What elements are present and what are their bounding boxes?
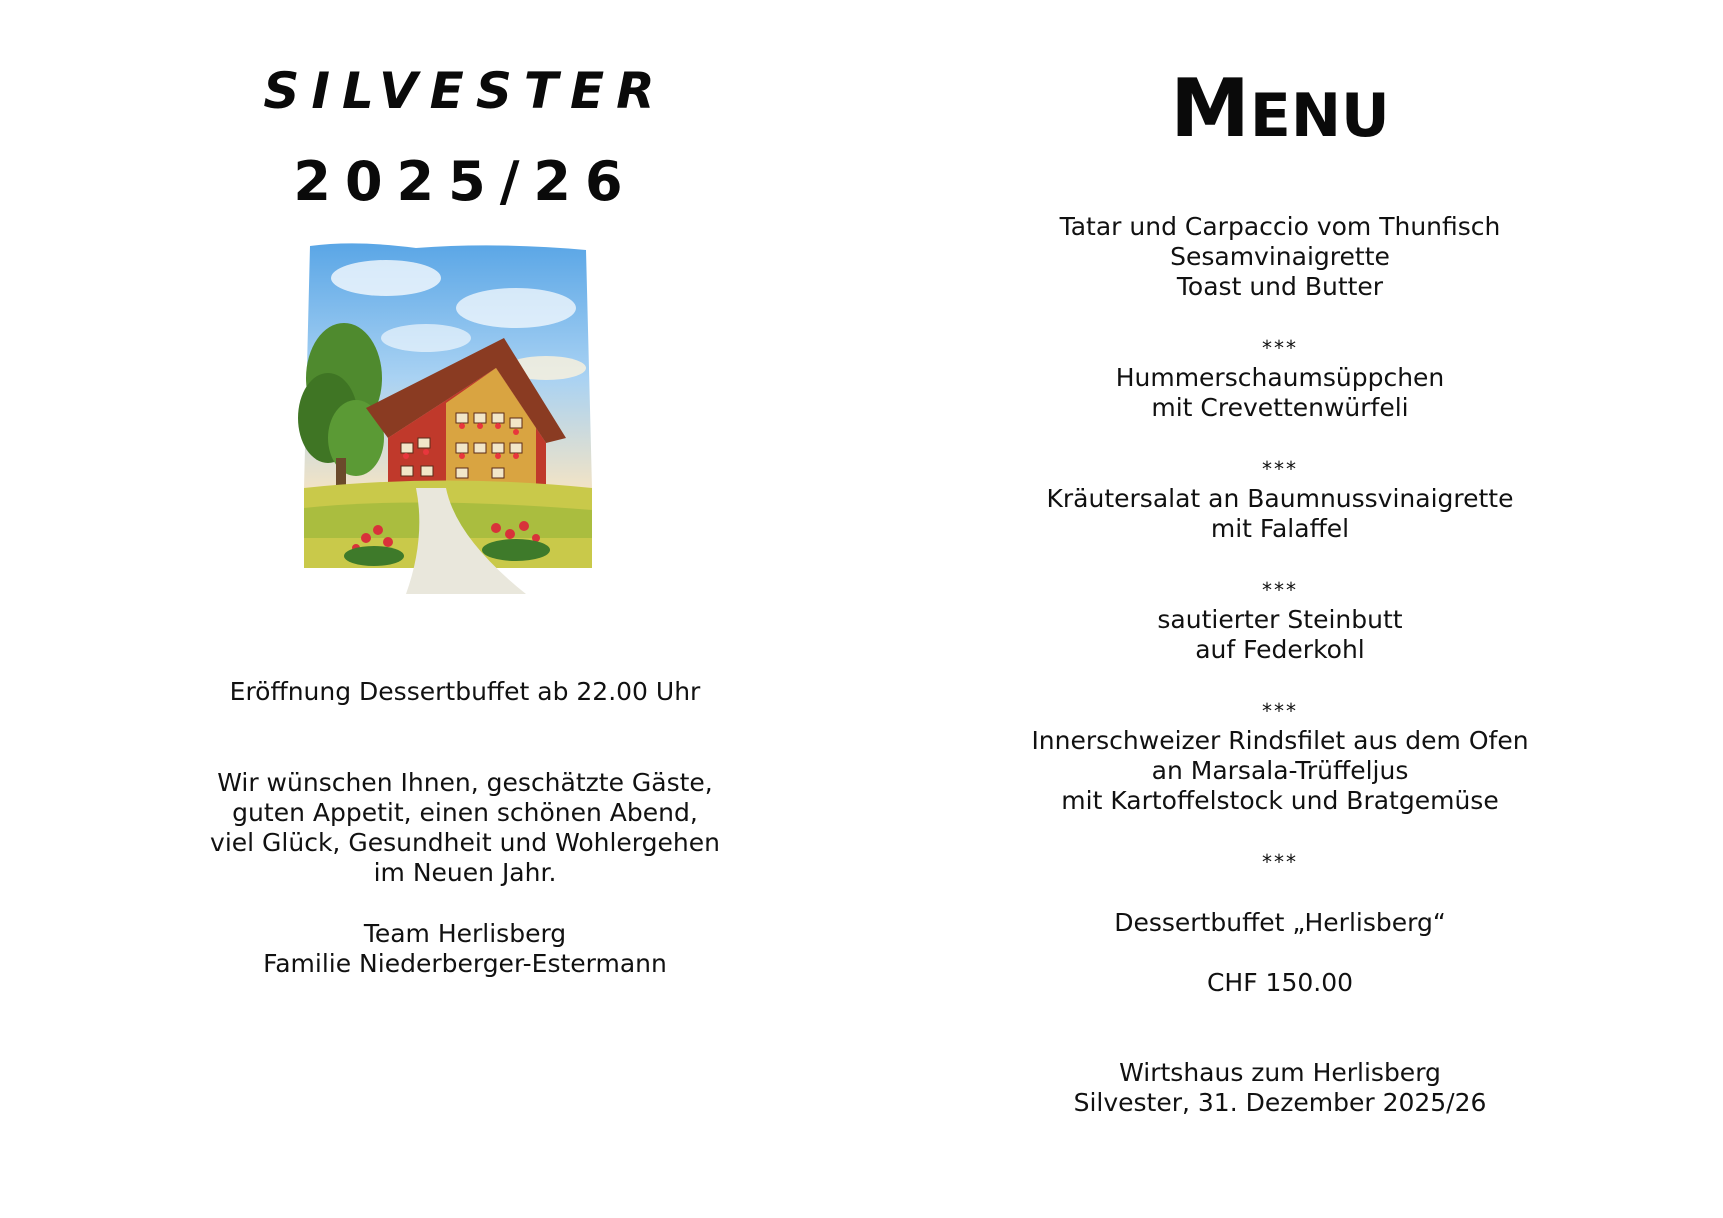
course-line: Kräutersalat an Baumnussvinaigrette xyxy=(1046,484,1514,513)
course-line: sautierter Steinbutt xyxy=(1157,605,1403,634)
course-line: Innerschweizer Rindsfilet aus dem Ofen xyxy=(1031,726,1529,755)
course-separator: *** xyxy=(1262,699,1298,723)
wishes-line: viel Glück, Gesundheit und Wohlergehen xyxy=(210,828,720,857)
menu-title xyxy=(930,62,1630,155)
course-line: Sesamvinaigrette xyxy=(1170,242,1390,271)
wishes-line: guten Appetit, einen schönen Abend, xyxy=(232,798,698,827)
house-watercolor-illustration xyxy=(296,238,598,600)
course-separator: *** xyxy=(1262,850,1298,874)
menu-price: CHF 150.00 xyxy=(1206,968,1354,997)
restaurant-name: Wirtshaus zum Herlisberg xyxy=(1119,1058,1441,1087)
dessert-opening-note: Eröffnung Dessertbuffet ab 22.00 Uhr xyxy=(229,677,701,706)
dessert-course: Dessertbuffet „Herlisberg“ xyxy=(1114,908,1446,937)
menu-title-rest: ENU xyxy=(1249,81,1390,151)
course-line: an Marsala-Trüffeljus xyxy=(1151,756,1409,785)
course-2 xyxy=(930,363,1630,423)
course-1 xyxy=(930,212,1630,302)
course-separator: *** xyxy=(1262,578,1298,602)
course-3 xyxy=(930,484,1630,544)
wishes-text xyxy=(0,768,930,888)
course-line: mit Kartoffelstock und Bratgemüse xyxy=(1061,786,1499,815)
event-date: Silvester, 31. Dezember 2025/26 xyxy=(1073,1088,1487,1117)
title-silvester: SILVESTER xyxy=(263,62,667,120)
signature-team: Team Herlisberg xyxy=(363,919,567,948)
menu-footer xyxy=(930,1058,1630,1118)
course-line: Toast und Butter xyxy=(1176,272,1384,301)
course-5 xyxy=(930,726,1630,816)
course-separator: *** xyxy=(1262,457,1298,481)
course-4 xyxy=(930,605,1630,665)
title-year: 2025/26 xyxy=(293,150,637,213)
wishes-line: Wir wünschen Ihnen, geschätzte Gäste, xyxy=(217,768,713,797)
course-line: Tatar und Carpaccio vom Thunfisch xyxy=(1059,212,1501,241)
course-line: mit Crevettenwürfeli xyxy=(1151,393,1409,422)
menu-title-initial: M xyxy=(1170,62,1250,155)
course-separator: *** xyxy=(1262,336,1298,360)
course-line: Hummerschaumsüppchen xyxy=(1115,363,1445,392)
course-line: auf Federkohl xyxy=(1195,635,1365,664)
signature xyxy=(0,919,930,979)
signature-family: Familie Niederberger-Estermann xyxy=(263,949,667,978)
course-line: mit Falaffel xyxy=(1210,514,1350,543)
wishes-line: im Neuen Jahr. xyxy=(373,858,557,887)
right-page xyxy=(930,0,1723,1218)
